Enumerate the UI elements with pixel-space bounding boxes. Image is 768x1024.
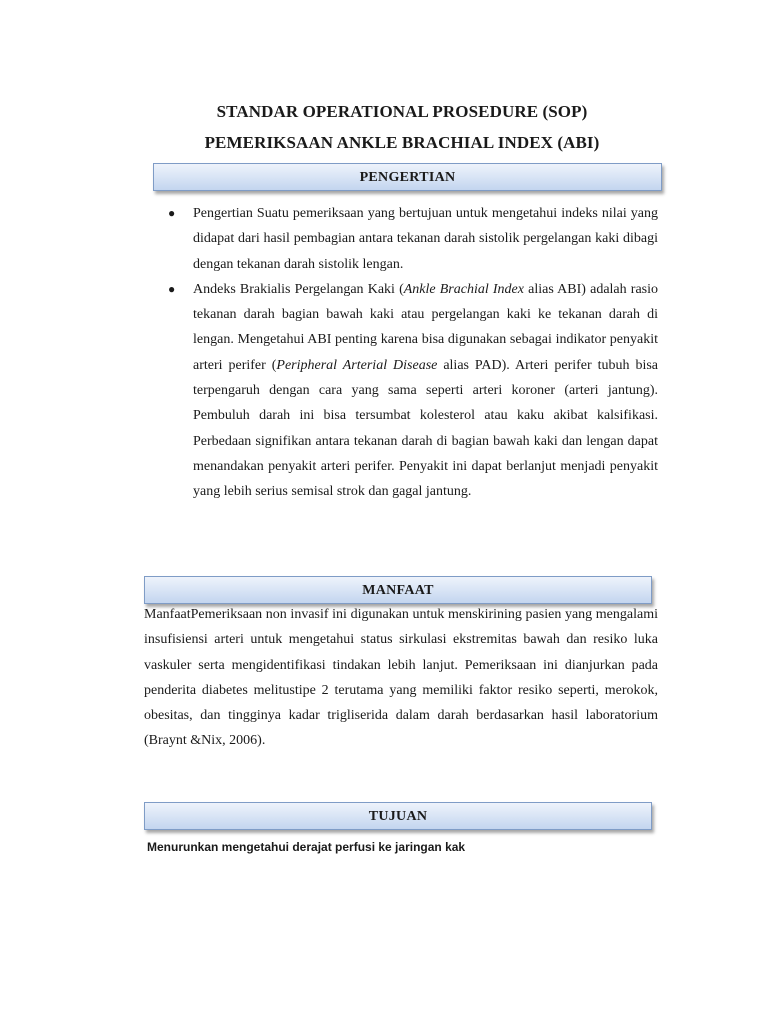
document-title-line1: STANDAR OPERATIONAL PROSEDURE (SOP) bbox=[216, 102, 588, 121]
pengertian-bullet-2-part1: Andeks Brakialis Pergelangan Kaki ( bbox=[193, 281, 404, 297]
manfaat-heading: MANFAAT bbox=[144, 576, 652, 604]
pengertian-bullet-2-italic2: Peripheral Arterial Disease bbox=[276, 357, 438, 373]
pengertian-heading: PENGERTIAN bbox=[153, 163, 662, 191]
tujuan-heading: TUJUAN bbox=[144, 802, 652, 830]
tujuan-text: Menurunkan mengetahui derajat perfusi ke jaringan kak bbox=[147, 840, 466, 854]
pengertian-bullet-2-part3: alias PAD). Arteri perifer tubuh bisa terpengaruh dengan cara yang sama seperti arteri koroner (arteri jantung). Pembuluh darah ini bisa tersumbat kolesterol atau kaku akibat kalsifikasi. Perbedaan signifikan antara tekanan darah di bagian bawah kaki dan lengan dapat menandakan penyakit arteri perifer. Penyakit ini dapat berlanjut menjadi penyakit yang lebih serius semisal strok dan gagal jantung. bbox=[193, 357, 659, 500]
pengertian-bullet-1-text: Pengertian Suatu pemeriksaan yang bertujuan untuk mengetahui indeks nilai yang didapat dari hasil pembagian antara tekanan darah sistolik pergelangan kaki dibagi dengan tekanan darah sistolik lengan. bbox=[193, 206, 658, 272]
pengertian-bullet-2-italic1: Ankle Brachial Index bbox=[403, 281, 524, 297]
bullet-icon: ● bbox=[168, 206, 176, 220]
manfaat-paragraph: ManfaatPemeriksaan non invasif ini digunakan untuk menskirining pasien yang mengalami insufisiensi arteri untuk mengetahui status sirkulasi ekstremitas bawah dan resiko luka vaskuler serta mengidentifikasi tindakan lebih lanjut. Pemeriksaan ini dianjurkan pada penderita diabetes melitustipe 2 terutama yang memiliki faktor resiko seperti, merokok, obesitas, dan tingginya kadar trigliserida dalam darah berdasarkan hasil laboratorium (Braynt &Nix, 2006). bbox=[144, 607, 658, 749]
list-item bbox=[168, 201, 658, 277]
bullet-icon: ● bbox=[168, 281, 176, 296]
document-title-line2: PEMERIKSAAN ANKLE BRACHIAL INDEX (ABI) bbox=[204, 133, 600, 152]
pengertian-bullet-2-part2: alias ABI) adalah rasio tekanan darah bagian bawah kaki atau pergelangan kaki ke tekanan darah di lengan. Mengetahui ABI penting karena bisa digunakan sebagai indikator penyakit arteri perifer ( bbox=[193, 281, 659, 373]
list-item bbox=[168, 277, 658, 505]
pengertian-list bbox=[168, 201, 658, 505]
